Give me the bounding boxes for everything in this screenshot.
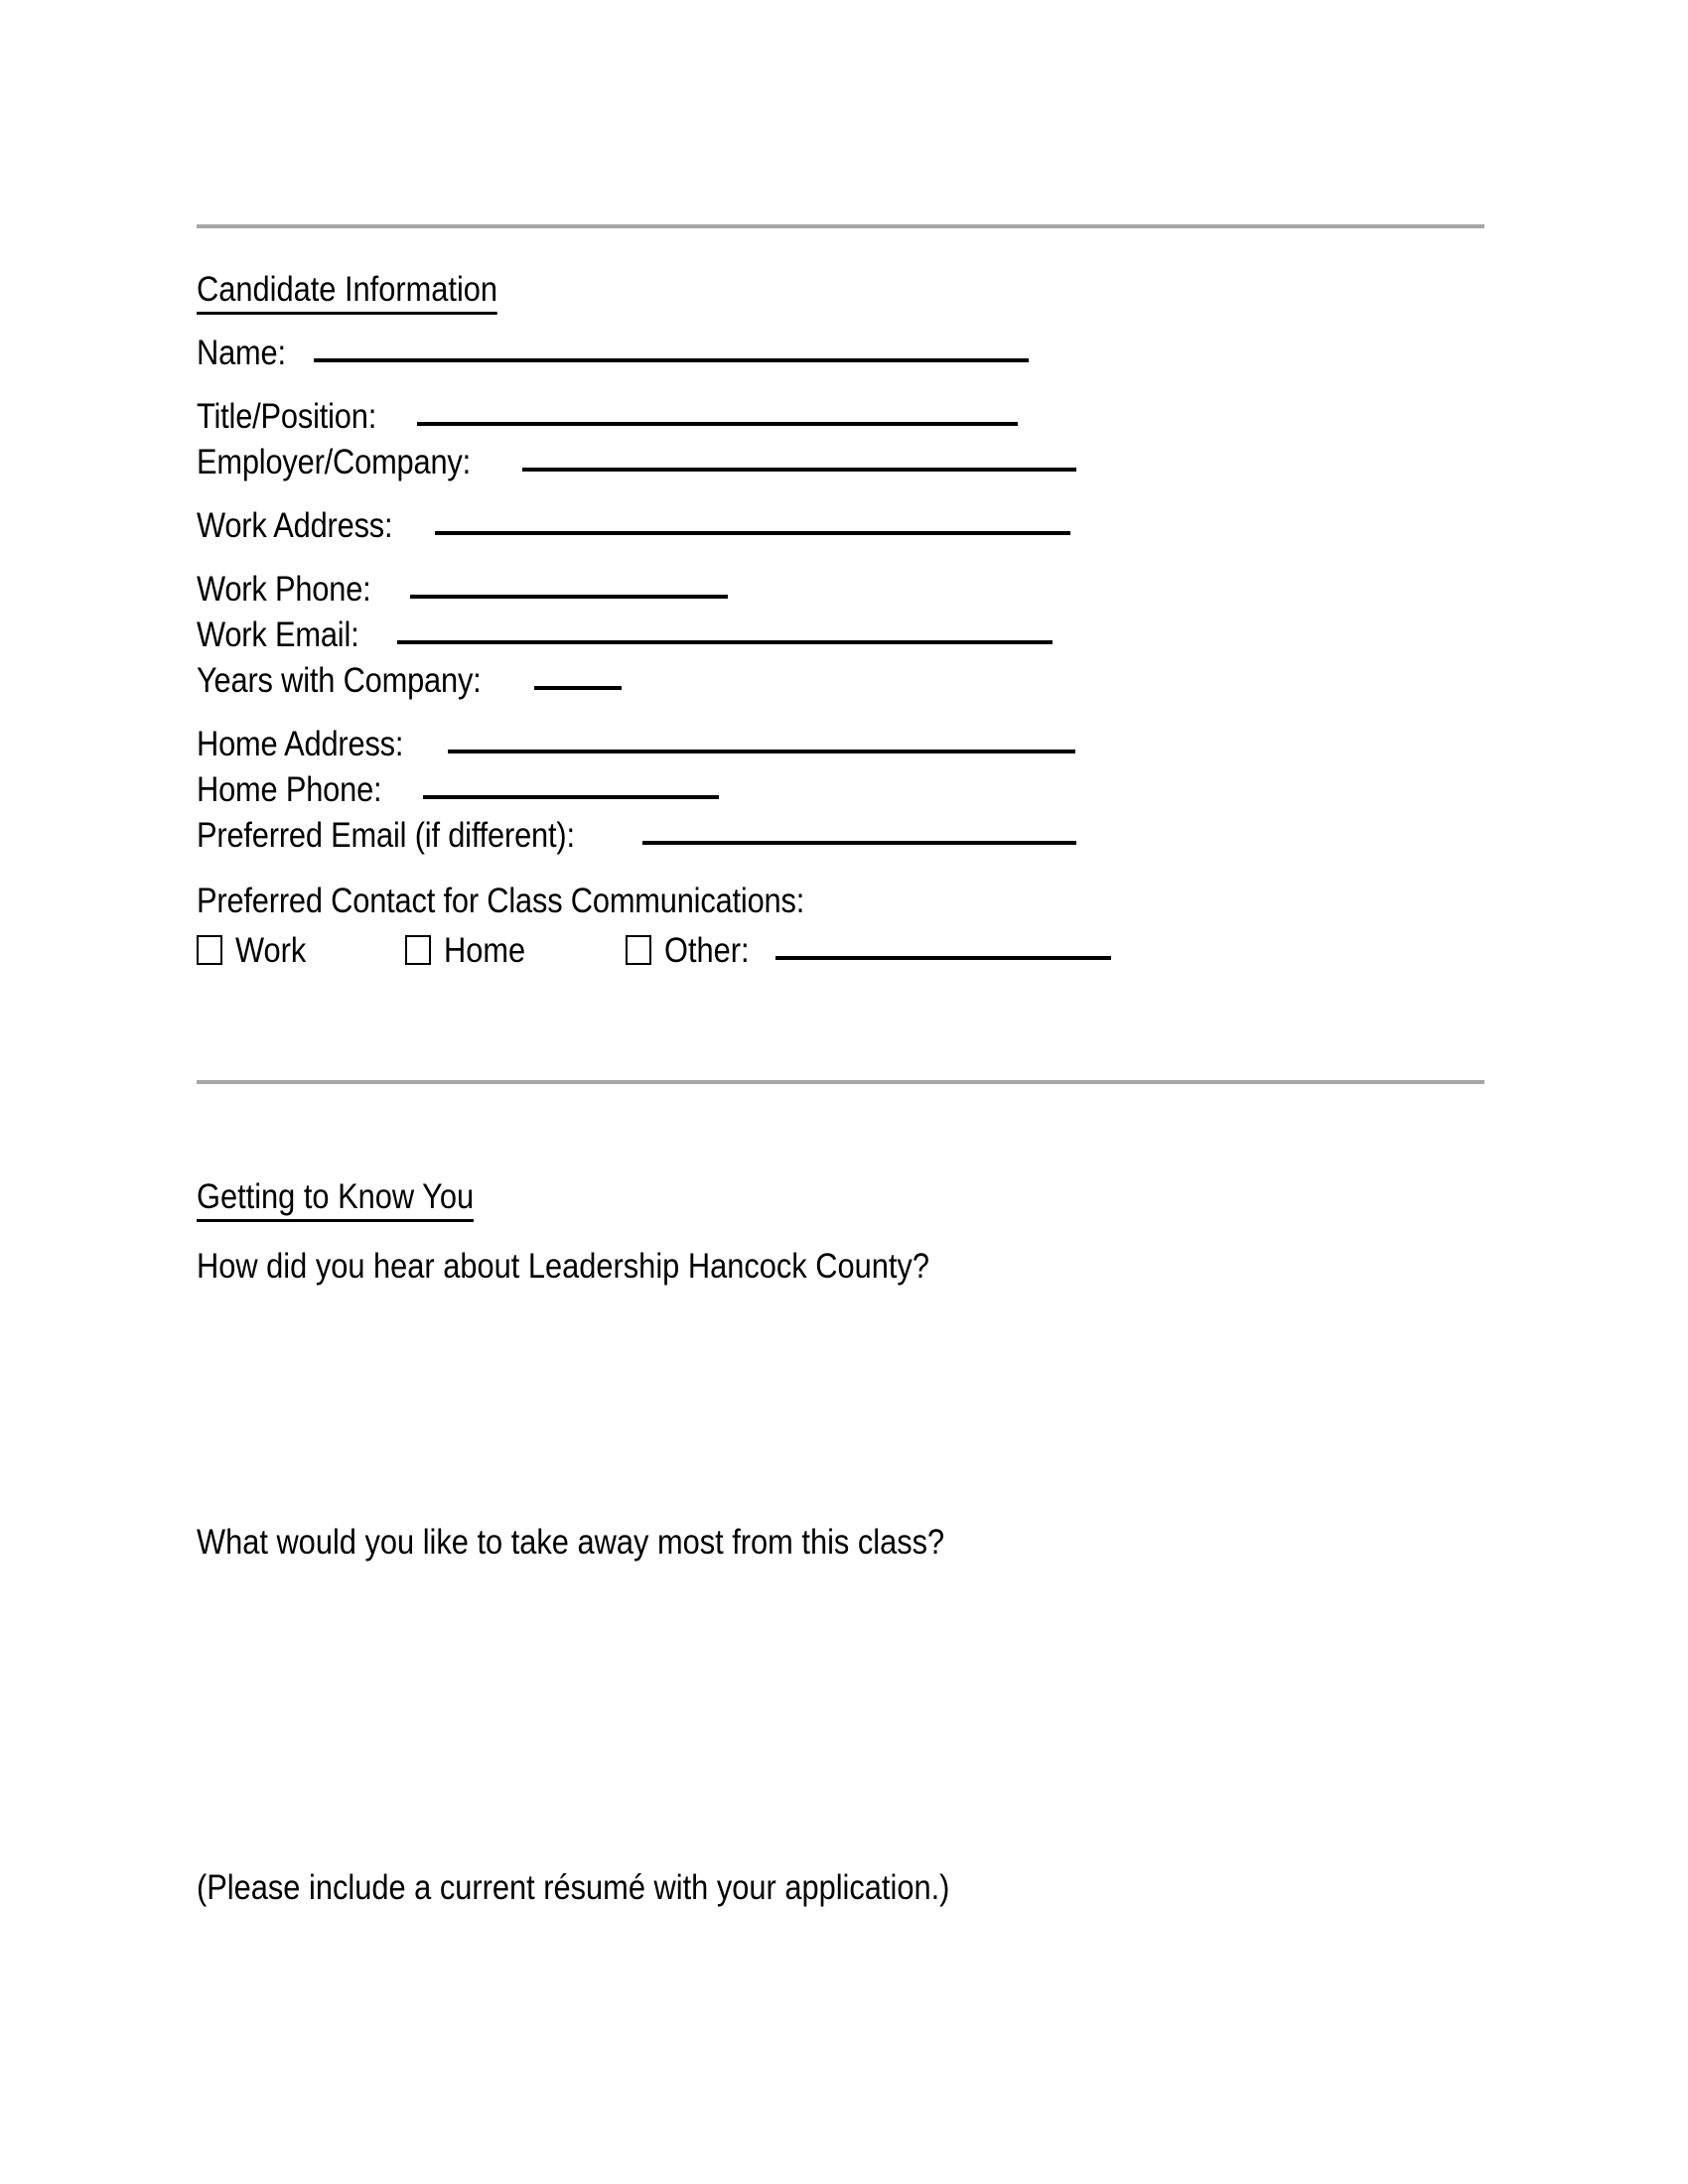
question-take-away-most-text: What would you like to take away most from this class? [197,1523,945,1562]
heading-getting-to-know-you [197,1177,511,1222]
section-divider-middle [197,1080,1484,1084]
field-years-with-company-label: Years with Company: [197,661,482,700]
checkbox-icon-work[interactable] [197,935,222,965]
field-home-phone-label: Home Phone: [197,770,382,809]
question-take-away-most [197,1523,1047,1563]
contact-preference-options [197,931,1111,971]
checkbox-label-other: Other: [664,931,750,970]
field-years-with-company [197,661,622,701]
field-name [197,334,1029,373]
checkbox-other-blank[interactable] [775,956,1111,960]
checkbox-icon-home[interactable] [405,935,431,965]
field-home-phone [197,770,719,810]
field-preferred-email-blank[interactable] [642,841,1076,845]
field-home-phone-blank[interactable] [423,795,719,799]
resume-note-text: (Please include a current résumé with your application.) [197,1868,950,1907]
field-preferred-email-label: Preferred Email (if different): [197,816,575,855]
contact-preference-prompt-label: Preferred Contact for Class Communications: [197,882,805,920]
section-divider-top [197,224,1484,228]
field-work-email-label: Work Email: [197,615,359,654]
field-work-phone-label: Work Phone: [197,570,371,609]
checkbox-label-work: Work [235,931,307,970]
field-home-address-label: Home Address: [197,725,404,763]
field-work-phone-blank[interactable] [410,595,728,599]
field-work-email-blank[interactable] [397,640,1053,644]
question-how-did-you-hear-text: How did you hear about Leadership Hancock County? [197,1247,929,1286]
contact-preference-prompt [197,882,888,921]
field-employer-company [197,443,1076,482]
field-name-label: Name: [197,334,286,372]
field-work-address-blank[interactable] [435,531,1070,535]
field-work-address [197,506,1070,546]
heading-candidate-information-text: Candidate Information [197,270,497,315]
field-work-email [197,615,1053,655]
field-work-phone [197,570,728,610]
checkbox-option-other[interactable] [626,931,1110,971]
field-title-position [197,397,1018,437]
resume-note [197,1868,1053,1908]
checkbox-label-home: Home [444,931,526,970]
field-home-address-blank[interactable] [448,750,1075,753]
field-home-address [197,725,1075,764]
checkbox-option-home[interactable] [405,931,536,971]
field-years-with-company-blank[interactable] [534,686,622,690]
field-work-address-label: Work Address: [197,506,393,545]
field-employer-company-blank[interactable] [522,468,1076,472]
field-preferred-email [197,816,1076,856]
question-how-did-you-hear [197,1247,1030,1287]
field-name-blank[interactable] [314,358,1029,362]
heading-getting-to-know-you-text: Getting to Know You [197,1177,474,1222]
field-employer-company-label: Employer/Company: [197,443,472,481]
field-title-position-blank[interactable] [417,422,1018,426]
checkbox-option-work[interactable] [197,931,316,971]
field-title-position-label: Title/Position: [197,397,377,436]
checkbox-icon-other[interactable] [626,935,651,965]
heading-candidate-information [197,270,538,315]
